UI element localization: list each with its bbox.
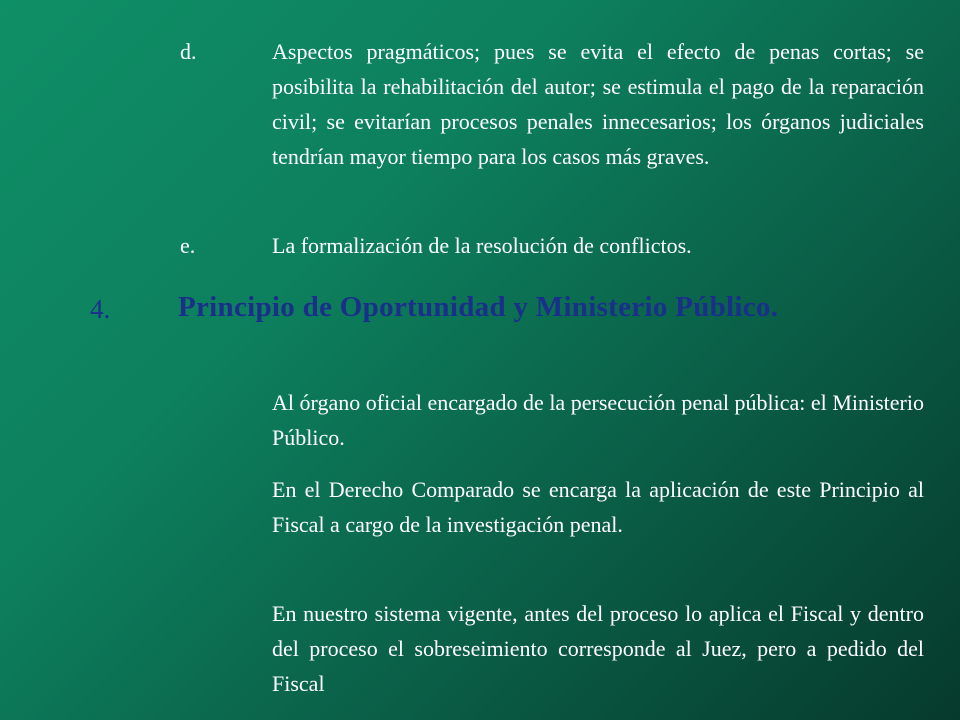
section-title: Principio de Oportunidad y Ministerio Público.: [178, 291, 779, 323]
list-marker-e: e.: [180, 233, 196, 258]
paragraph-sistema-vigente: En nuestro sistema vigente, antes del proceso lo aplica el Fiscal y dentro del proceso el sobreseimiento corresponde al Juez, pero a pedido del Fiscal: [272, 601, 924, 696]
list-item-d-text: Aspectos pragmáticos; pues se evita el efecto de penas cortas; se posibilita la rehabilitación del autor; se estimula el pago de la reparación civil; se evitarían procesos penales innecesarios; los órganos judiciales tendrían mayor tiempo para los casos más graves.: [272, 39, 924, 169]
list-marker-d: d.: [180, 39, 197, 64]
paragraph-derecho-comparado: En el Derecho Comparado se encarga la aplicación de este Principio al Fiscal a cargo de la investigación penal.: [272, 477, 924, 537]
section-number: 4.: [90, 294, 111, 324]
list-item-e-text: La formalización de la resolución de conflictos.: [272, 233, 692, 258]
paragraph-ministerio-publico: Al órgano oficial encargado de la persecución penal pública: el Ministerio Público.: [272, 390, 924, 450]
